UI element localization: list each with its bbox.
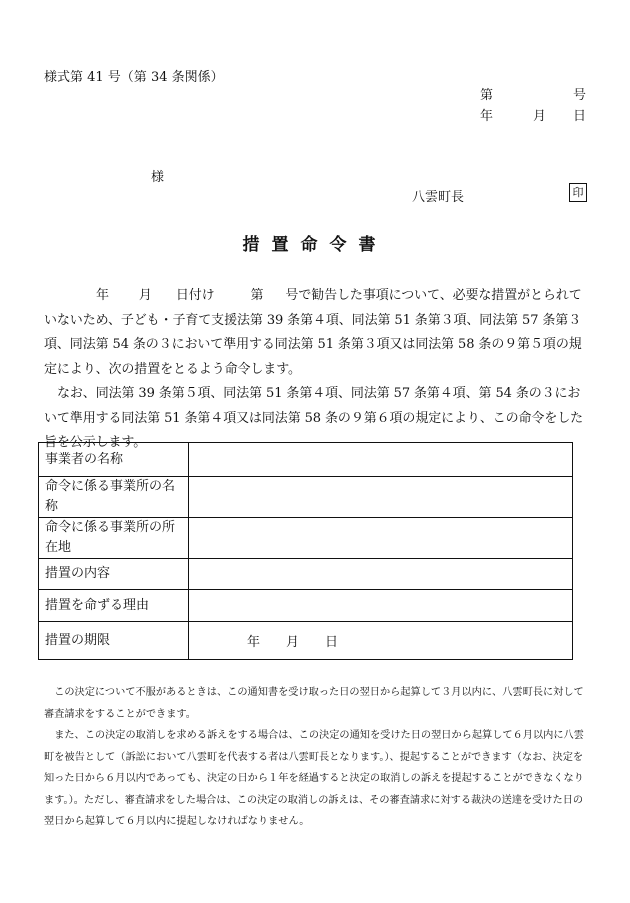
- table-value: [189, 443, 573, 477]
- deadline-value: [189, 622, 573, 660]
- seal-mark: 印: [569, 183, 587, 202]
- deadline-year: 年: [247, 635, 261, 650]
- body-paragraph-1: [44, 284, 589, 382]
- table-row: [39, 622, 573, 660]
- appeal-notes: [44, 682, 591, 833]
- date-day: 日: [573, 109, 587, 124]
- ref-month: 月: [138, 288, 152, 303]
- date-month: 月: [533, 109, 547, 124]
- table-value: [189, 477, 573, 518]
- ref-number-suffix: 号で勧告した事項について、必要な措置がとられ: [285, 288, 569, 303]
- document-title: 措置命令書: [242, 235, 388, 255]
- table-row: [39, 518, 573, 559]
- table-label: 命令に係る事業所の名称: [39, 477, 189, 518]
- ref-date-suffix: 日付け: [175, 288, 215, 303]
- form-number: 様式第 41 号（第 34 条関係）: [44, 70, 224, 85]
- table-row: [39, 590, 573, 622]
- table-label: 措置の期限: [39, 622, 189, 660]
- document-number-prefix: 第: [480, 88, 494, 103]
- table-value: [189, 590, 573, 622]
- deadline-month: 月: [286, 635, 300, 650]
- sender-title: 八雲町長: [412, 190, 465, 205]
- ref-year: 年: [96, 288, 109, 303]
- table-row: [39, 443, 573, 477]
- table-row: [39, 477, 573, 518]
- ref-number-prefix: 第: [250, 288, 264, 303]
- info-table: [38, 442, 573, 660]
- table-value: [189, 518, 573, 559]
- table-label: 命令に係る事業所の所在地: [39, 518, 189, 559]
- notes-paragraph-2: また、この決定の取消しを求める訴えをする場合は、この決定の通知を受けた日の翌日から起算して６月以内に八雲町を被告として（訴訟において八雲町を代表する者は八雲町長となります。）、提起することができます（なお、決定を知った日から６月以内であっても、決定の日から１年を経過すると決定の取消しの訴えを提起することができなくなります。）。ただし、審査請求をした場合は、この決定の取消しの訴えは、その審査請求に対する裁決の送達を受けた日の翌日から起算して６月以内に提起しなければなりません。: [44, 730, 584, 827]
- table-label: 措置の内容: [39, 559, 189, 590]
- body-text: [44, 284, 589, 456]
- deadline-day: 日: [325, 635, 339, 650]
- table-label: 措置を命ずる理由: [39, 590, 189, 622]
- addressee-honorific: 様: [151, 170, 165, 185]
- date-year: 年: [480, 109, 494, 124]
- notes-paragraph-1: この決定について不服があるときは、この通知書を受け取った日の翌日から起算して３月以内に、八雲町長に対して審査請求をすることができます。: [44, 687, 584, 720]
- document-number-suffix: 号: [573, 88, 587, 103]
- body-paragraph-1-rest: ていないため、子ども・子育て支援法第 39 条第４項、同法第 51 条第３項、同法第 57 条第３項、同法第 54 条の３において準用する同法第 51 条第３項又は同法第 58 条の９第５項の規定により、次の措置をとるよう命令します。: [44, 288, 582, 377]
- table-row: [39, 559, 573, 590]
- table-value: [189, 559, 573, 590]
- body-paragraph-2: なお、同法第 39 条第５項、同法第 51 条第４項、同法第 57 条第４項、第 54 条の３において準用する同法第 51 条第４項又は同法第 58 条の９第６項の規定により、この命令をした旨を公示します。: [44, 386, 584, 450]
- table-label: 事業者の名称: [39, 443, 189, 477]
